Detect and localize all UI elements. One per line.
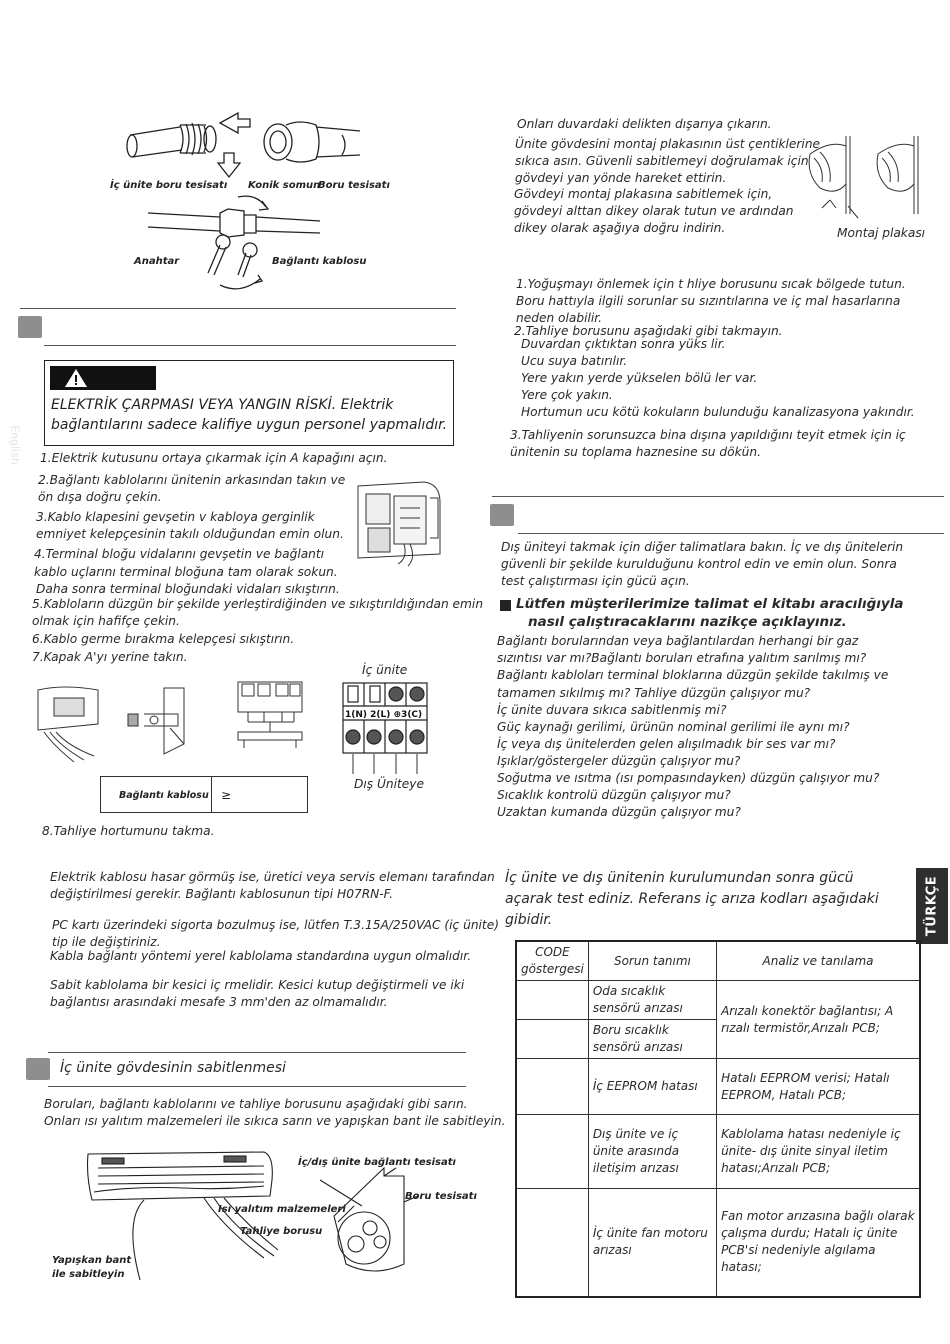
outdoor-unit-label: Dış Üniteye [354,777,425,791]
row-code [516,981,588,1020]
fixing-divider-bottom [48,1086,466,1087]
outdoor-text-2: güvenli bir şekilde kurulduğunu kontrol edin ve emin olun. Sonra [501,557,897,571]
drain-text-11: ünitenin su toplama haznesine su dökün. [510,445,761,459]
header-analysis: Analiz ve tanılama [717,941,920,981]
connection-cable-label: Bağlantı kablosu [272,256,367,267]
note-4b: bağlantısı arasındaki mesafe 3 mm'den az olmamalıdır. [50,995,388,1009]
drain-text-4: 2.Tahliye borusunu aşağıdaki gibi takmayın. [514,324,783,338]
row-code [516,1189,588,1297]
pipe-label: Boru tesisatı [318,180,390,191]
warning-text: ELEKTRİK ÇARPMASI VEYA YANGIN RİSKİ. Elektrik bağlantılarını sadece kalifiye uygun personel yapmalıdır. [51,397,448,433]
checklist-6: Güç kaynağı gerilimi, ürünün nominal gerilimi ile aynı mı? [497,720,850,734]
step-4a: 4.Terminal bloğu vidalarını gevşetin ve bağlantı [34,547,325,561]
step-1: 1.Elektrik kutusunu ortaya çıkarmak için A kapağını açın. [40,451,388,465]
row-analysis: Fan motor arızasına bağlı olarak çalışma durdu; Hatalı iç ünite PCB'si nedeniyle algılama hatası; [717,1189,920,1297]
mount-text-7: dikey olarak aşağıya doğru indirin. [514,221,726,235]
header-problem: Sorun tanımı [588,941,716,981]
step-5b: olmak için hafifçe çekin. [32,614,180,628]
conn-pipe-label: İç/dış ünite bağlantı tesisatı [298,1157,456,1168]
drain-text-2: Boru hattıyla ilgili sorunlar su sızıntılarına ve iç mal hasarlarına [516,294,901,308]
bold-note-2: nasıl çalıştıracaklarını nazikçe açıklayınız. [528,614,847,630]
section-divider-top [20,308,456,309]
table-row [516,1189,920,1297]
mount-text-6: gövdeyi alttan dikey olarak tutun ve ardından [514,204,794,218]
tape-label-1: Yapışkan bant [52,1255,132,1266]
note-1b: değiştirilmesi gerekir. Bağlantı kablosunun tipi H07RN-F. [50,887,393,901]
row-problem: İç EEPROM hatası [588,1059,716,1115]
indoor-pipe-label: İç ünite boru tesisatı [110,180,228,191]
outdoor-section-icon [490,504,514,526]
checklist-4: tamamen sıkılmış mı? Tahliye düzgün çalışıyor mu? [497,686,811,700]
language-tab-turkce[interactable]: TÜRKÇE [916,868,948,944]
fixing-section-icon [26,1058,50,1080]
insulation-label: Isı yalıtım malzemeleri [218,1204,346,1215]
bold-note-bullet [500,600,511,611]
checklist-7: İç veya dış ünitelerden gelen alışılmadık bir ses var mı? [497,737,836,751]
row-code [516,1020,588,1059]
table-row [516,981,920,1020]
step-3b: emniyet kelepçesinin takılı olduğundan emin olun. [36,527,344,541]
outdoor-text-1: Dış üniteyi takmak için diğer talimatlara bakın. İç ve dış ünitelerin [501,540,904,554]
note-2b: tip ile değiştiriniz. [52,935,161,949]
header-code: CODE göstergesi [516,941,588,981]
checklist-10: Sıcaklık kontrolü düzgün çalışıyor mu? [497,788,731,802]
error-code-table [515,940,921,1298]
electric-box-figure [354,478,444,568]
row-analysis: Hatalı EEPROM verisi; Hatalı EEPROM, Hatalı PCB; [717,1059,920,1115]
table-header-row [516,941,920,981]
step-5a: 5.Kabloların düzgün bir şekilde yerleştirdiğinden ve sıkıştırıldığından emin [32,597,484,611]
checklist-8: Işıklar/göstergeler düzgün çalışıyor mu? [497,754,741,768]
drain-text-7: Yere yakın yerde yükselen bölü ler var. [521,371,758,385]
step-2b: ön dışa doğru çekin. [38,490,162,504]
row-problem: Boru sıcaklık sensörü arızası [588,1020,716,1059]
step-4b: kablo uçlarını terminal bloğuna tam olarak sokun. [34,565,338,579]
step-8: 8.Tahliye hortumunu takma. [42,824,215,838]
cable-spec-value: ≥ [221,788,232,802]
wrap-text-1: Boruları, bağlantı kablolarını ve tahliye borusunu aşağıdaki gibi sarın. [44,1097,468,1111]
step-2a: 2.Bağlantı kablolarını ünitenin arkasından takın ve [38,473,346,487]
mounting-plate-figure [800,134,940,224]
note-3: Kabla bağlantı yöntemi yerel kablolama standardına uygun olmalıdır. [50,949,472,963]
test-text-3: gibidir. [505,912,553,928]
tape-label-2: ile sabitleyin [52,1269,125,1280]
section-marker-icon [18,316,42,338]
drain-label: Tahliye borusu [240,1226,323,1237]
wrap-text-2: Onları ısı yalıtım malzemeleri ile sıkıca sarın ve yapışkan bant ile sabitleyin. [44,1114,506,1128]
drain-text-5: Duvardan çıktıktan sonra yüks lir. [521,337,726,351]
checklist-2: sızıntısı var mı?Bağlantı boruları etrafına yalıtım sarılmış mı? [497,651,867,665]
row-problem: Oda sıcaklık sensörü arızası [588,981,716,1020]
mount-text-4: gövdeyi yan yönde hareket ettirin. [515,171,727,185]
mount-text-2: Ünite gövdesini montaj plakasının üst çentiklerine [515,137,821,151]
checklist-11: Uzaktan kumanda düzgün çalışıyor mu? [497,805,741,819]
row-problem: Dış ünite ve iç ünite arasında iletişim arızası [588,1115,716,1189]
step-6: 6.Kablo germe bırakma kelepçesi sıkıştırın. [32,632,295,646]
outdoor-divider-bottom [518,533,944,534]
drain-text-3: neden olabilir. [516,311,603,325]
drain-text-10: 3.Tahliyenin sorunsuzca bina dışına yapıldığını teyit etmek için iç [510,428,906,442]
row-code [516,1115,588,1189]
mount-text-5: Gövdeyi montaj plakasına sabitlemek için, [514,187,773,201]
row-code [516,1059,588,1115]
step-3a: 3.Kablo klapesini gevşetin v kabloya gerginlik [36,510,315,524]
section-divider-bottom [44,345,456,346]
bottom-pipe-label: Boru tesisatı [405,1191,477,1202]
drain-text-9: Hortumun ucu kötü kokuların bulunduğu kanalizasyona yakındır. [521,405,915,419]
outdoor-wires [342,754,428,776]
terminal-block-figure [232,678,312,758]
indoor-unit-wiring-figure [34,684,104,764]
warning-triangle-icon [64,368,88,388]
terminal-labels: 1(N) 2(L) ⊕3(C) [345,710,423,720]
mount-text-3: sıkıca asın. Güvenli sabitlemeyi doğrulamak için [515,154,809,168]
test-text-1: İç ünite ve dış ünitenin kurulumundan sonra gücü [505,870,854,886]
warning-box [44,360,454,446]
mount-text-1: Onları duvardaki delikten dışarıya çıkarın. [517,117,772,131]
checklist-9: Soğutma ve ısıtma (ısı pompasındayken) düzgün çalışıyor mu? [497,771,880,785]
test-text-2: açarak test ediniz. Referans iç arıza kodları aşağıdaki [505,891,879,907]
step-7: 7.Kapak A'yı yerine takın. [32,650,188,664]
flare-nut-label: Konik somun [248,180,321,191]
wrench-label: Anahtar [134,256,180,267]
table-row [516,1059,920,1115]
cable-clamp-figure [124,684,194,764]
row-problem: İç ünite fan motoru arızası [588,1189,716,1297]
drain-text-1: 1.Yoğuşmayı önlemek için t hliye borusunu sıcak bölgede tutun. [516,277,906,291]
row-analysis: Kablolama hatası nedeniyle iç ünite- dış ünite sinyal iletim hatası;Arızalı PCB; [717,1115,920,1189]
outdoor-divider-top [492,496,944,497]
note-1a: Elektrik kablosu hasar görmüş ise, üretici veya servis elemanı tarafından [50,870,495,884]
indoor-unit-label: İç ünite [362,663,408,677]
outdoor-text-3: test çalıştırması için gücü açın. [501,574,690,588]
bold-note-1: Lütfen müşterilerimize talimat el kitabı aracılığıyla [516,596,904,612]
drain-text-6: Ucu suya batırılır. [521,354,628,368]
note-4a: Sabit kablolama bir kesici iç rmelidir. Kesici kutup değiştirmeli ve iki [50,978,465,992]
note-2a: PC kartı üzerindeki sigorta bozulmuş ise, lütfen T.3.15A/250VAC (iç ünite) [52,918,499,932]
fixing-divider-top [48,1052,466,1053]
step-4c: Daha sonra terminal bloğundaki vidaları sıkıştırın. [36,582,340,596]
fixing-section-title: İç ünite gövdesinin sabitlenmesi [60,1060,286,1076]
checklist-5: İç ünite duvara sıkıca sabitlenmiş mi? [497,703,727,717]
warning-header-bar [50,366,156,390]
table-row [516,1115,920,1189]
cable-spec-label: Bağlantı kablosu [119,790,209,801]
row-analysis: Arızalı konektör bağlantısı; A rızalı termistör,Arızalı PCB; [717,981,920,1059]
cable-spec-table [100,776,308,813]
checklist-1: Bağlantı borularından veya bağlantılardan herhangi bir gaz [497,634,859,648]
checklist-3: Bağlantı kabloları terminal bloklarına düzgün şekilde takılmış ve [497,668,889,682]
language-side-tab: English [8,425,22,465]
mounting-plate-label: Montaj plakası [837,226,926,240]
drain-text-8: Yere çok yakın. [521,388,613,402]
